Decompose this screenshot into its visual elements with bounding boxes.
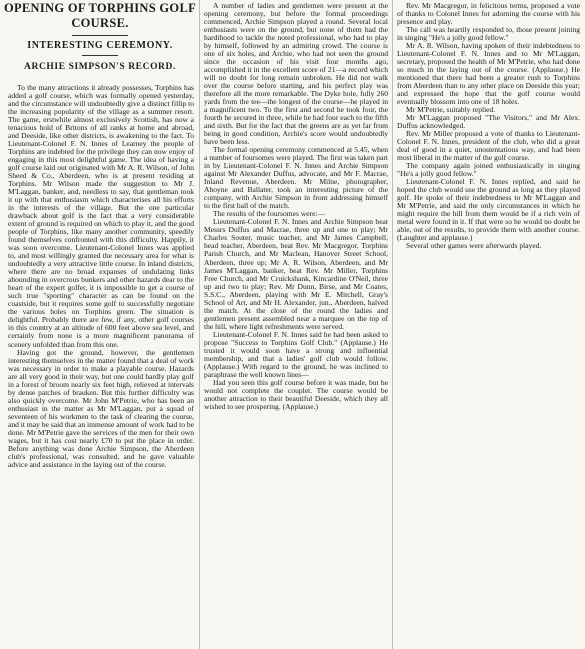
paragraph: Mr M'Laggan proposed "The Visitors," and Mr Alex. Duffus acknowledged. [397, 113, 580, 131]
paragraph: Mr A. R. Wilson, having spoken of their indebtedness to Lieutenant-Colonel F. N. Innes and to Mr M'Laggan, secretary, proposed the health of Mr M'Petrie, who had done so much in the laying out of the course. (Applause.) He mentioned that there had been a greater rush to Torphins from Aberdeen than to any other place on Deeside this year; and expressed the hope that the golf course would eventually blossom into one of 18 holes. [397, 41, 580, 107]
paragraph: The formal opening ceremony commenced at 5.45, when a number of foursomes were played. The first was taken part in by Lieutenant-Colonel F. N. Innes and Archie Simpson against Mr Alexander Duffus, advocate, and Mr F. Macrae, Inland Revenue, Aberdeen. Mr Milne, photographer, Aboyne and Ballater, took an interesting picture of the company, with Archie Simpson in front addressing himself to the first ball of the match. [204, 145, 388, 211]
column-3 [397, 2, 580, 647]
paragraph: Mr M'Petrie, suitably replied. [406, 105, 496, 115]
paragraph: Having got the ground, however, the gentlemen interesting themselves in the matter found that a deal of work was necessary in order to make a playable course. Hazards are all very good in their way, but one could hardly play golf in a forest of broom nearly six feet high, relieved at intervals by dense patches of brauken. But this further difficulty was also quickly overcome. Mr John M'Petrie, who has been an enthusiast in the matter as Mr M'Laggan, put a squad of seventeen of his workmen to the task of clearing the course, and it may be said that an immense amount of work had to be done. Mr M'Petrie gave the services of the men for their own wages, but it has cost nearly £70 to put the place in order. Before anything was done Archie Simpson, the Aberdeen club's professional, was consulted, and he gave valuable advice and assistance in the laying out of the course. [8, 347, 194, 469]
column-2 [204, 2, 388, 647]
headline-line-2: COURSE. [71, 16, 129, 30]
paragraph: Lieutenant-Colonel F. N. Innes and Archie Simpson beat Messrs Duffus and Macrae, three up and one to play; Mr Charles Souter, music teacher, and Mr James Campbell, head teacher, Aberdeen, beat Rev. Mr Macgregor, Torphins Parish Church, and Mr Maclean, Hanover Street School, Aberdeen, three up; Mr A. R. Wilson, Aberdeen, and Mr James M'Laggan, banker, beat Rev. Mr Miller, Torphins Free Church, and Mr Cruickshank, Kincardine O'Neil, three up and two to play; Rev. Mr Dunn, Birse, and Mr Coates, S.S.C., Aberdeen, playing with Mr E. Mitchell, Gray's School of Art, and Mr H. Alexander, jun., Aberdeen, halved the match. At the close of the round the ladies and gentlemen present assembled near a marquee on the top of the hill, where light refreshments were served. [204, 217, 388, 331]
subhead-rule [82, 55, 118, 56]
paragraph: Rev. Mr Miller proposed a vote of thanks to Lieutenant-Colonel F. N. Innes, president of the club, who did a great deal of good in a quiet, unostentatious way, and had been most liberal in the matter of the golf course. [397, 129, 580, 163]
paragraph: Rev. Mr Macgregor, in felicitous terms, proposed a vote of thanks to Colonel Innes for adorning the course with his presence and play. [397, 2, 580, 27]
paragraph: Several other games were afterwards played. [406, 241, 542, 251]
paragraph: A number of ladies and gentlemen were present at the opening ceremony, but before the formal proceedings commenced, Archie Simpson played a round. Several local enthusiasts were on the ground, but none of them had the hardihood to tackle the noted professional, who had to play by himself, followed by an admiring crowd. The course is one of six holes, and Archie, who had not seen the ground since the occasion of his visit four months ago, accomplished it in the excellent score of 21—a record which will no doubt for long remain unbroken. He did not walk over the course before starting, and his perfect play was therefore all the more remarkable. The Dyke hole, fully 260 yards from the tee—the longest of the course—he played in a magnificent two. To the first and second he took four, the fourth he secured in three, while he had four each to the fifth and sixth. But for the fact that the greens are as yet far from being in good condition, Archie's score would undoubtedly have been less. [204, 2, 388, 147]
subhead-ceremony: INTERESTING CEREMONY. [27, 40, 173, 51]
headline [0, 1, 200, 31]
column-divider-1 [199, 0, 200, 649]
paragraph: To the many attractions it already possesses, Torphins has added a golf course, which was formally opened yesterday, and the circumstance will undoubtedly give a distinct fillip to the increasing popularity of the village as a summer resort. The game, erstwhile almost exclusively Scottish, has now a tenacious hold of Britons of all ranks at home and abroad, and Deeside, like other districts, is awakening to the fact. To Lieutenant-Colonel F. N. Innes of Learney the people of Torphins are indebted for the privilege they can now enjoy of engaging in this most delightful game. The idea of having a golf course laid out originated with Mr A. R. Wilson, of John Sheed & Co., Aberdeen, who is at present residing at Torphins. Mr Wilson made the suggestion to Mr J. M'Laggan, banker, and, needless to say, that gentleman took it up with that enthusiasm which characterises all his efforts in the interests of the village. But the one particular drawback about golf is the fact that a very considerable extent of ground is required on which to play it, and the good people of Torphins, like many another community, speedily found themselves confronted with this difficulty. Happily, it was soon overcome. Lieutenant-Colonel Innes was applied to, and most willingly granted the necessary area for what is undoubtedly a very attractive little course. In inland districts, where there are no broad expanses of undulating links abounding in overcrous bunkers and other hazards dear to the heart of the expert golfer, it is impossible to get a course of such true "sporting" character as can be found on the coastside, but it requires some golf to successfully negotiate the various holes on Torphins green. The situation is delightful. Probably there are few, if any, other golf courses in this country at an altitude of 600 feet above sea level, and certainly from none is a more magnificent panorama of scenery unfolded than from this one. [8, 84, 194, 349]
paragraph: The call was heartily responded to, those present joining in singing "He's a jolly good fellow." [397, 25, 580, 43]
paragraph: Lieutenant-Colonel F. N. Innes said he had been asked to propose "Success to Torphins Golf Club." (Applause.) He trusted it would soon have a strong and influential membership, and that a ladies' golf club would follow. (Applause.) With regard to the ground, he was inclined to paraphrase the well known lines— [204, 329, 388, 379]
column-1 [8, 84, 194, 647]
paragraph: Lieutenant-Colonel F. N. Innes replied, and said he hoped the club would use the ground as long as they played golf. He spoke of their indebtedness to Mr M'Laggan and Mr M'Petrie, and said the only circumstances in which he might require the hill from them would be if a rich vein of metal were found in it. If that were so he would no doubt be able, out of the results, to provide them with another course. (Laughter and applause.) [397, 177, 580, 243]
column-divider-2 [392, 0, 393, 649]
headline-line-1: OPENING OF TORPHINS GOLF [3, 1, 197, 15]
subhead-record: ARCHIE SIMPSON'S RECORD. [24, 62, 176, 72]
paragraph: Had you seen this golf course before it was made, but he would not complete the couplet. The course would be another attraction to their beautiful Deeside, which they all wished to see prospering. (Applause.) [204, 377, 388, 411]
paragraph: The company again joined enthusiastically in singing "He's a jolly good fellow." [397, 161, 580, 179]
headline-rule [72, 35, 128, 36]
paragraph: The results of the foursomes were:— [213, 209, 326, 219]
